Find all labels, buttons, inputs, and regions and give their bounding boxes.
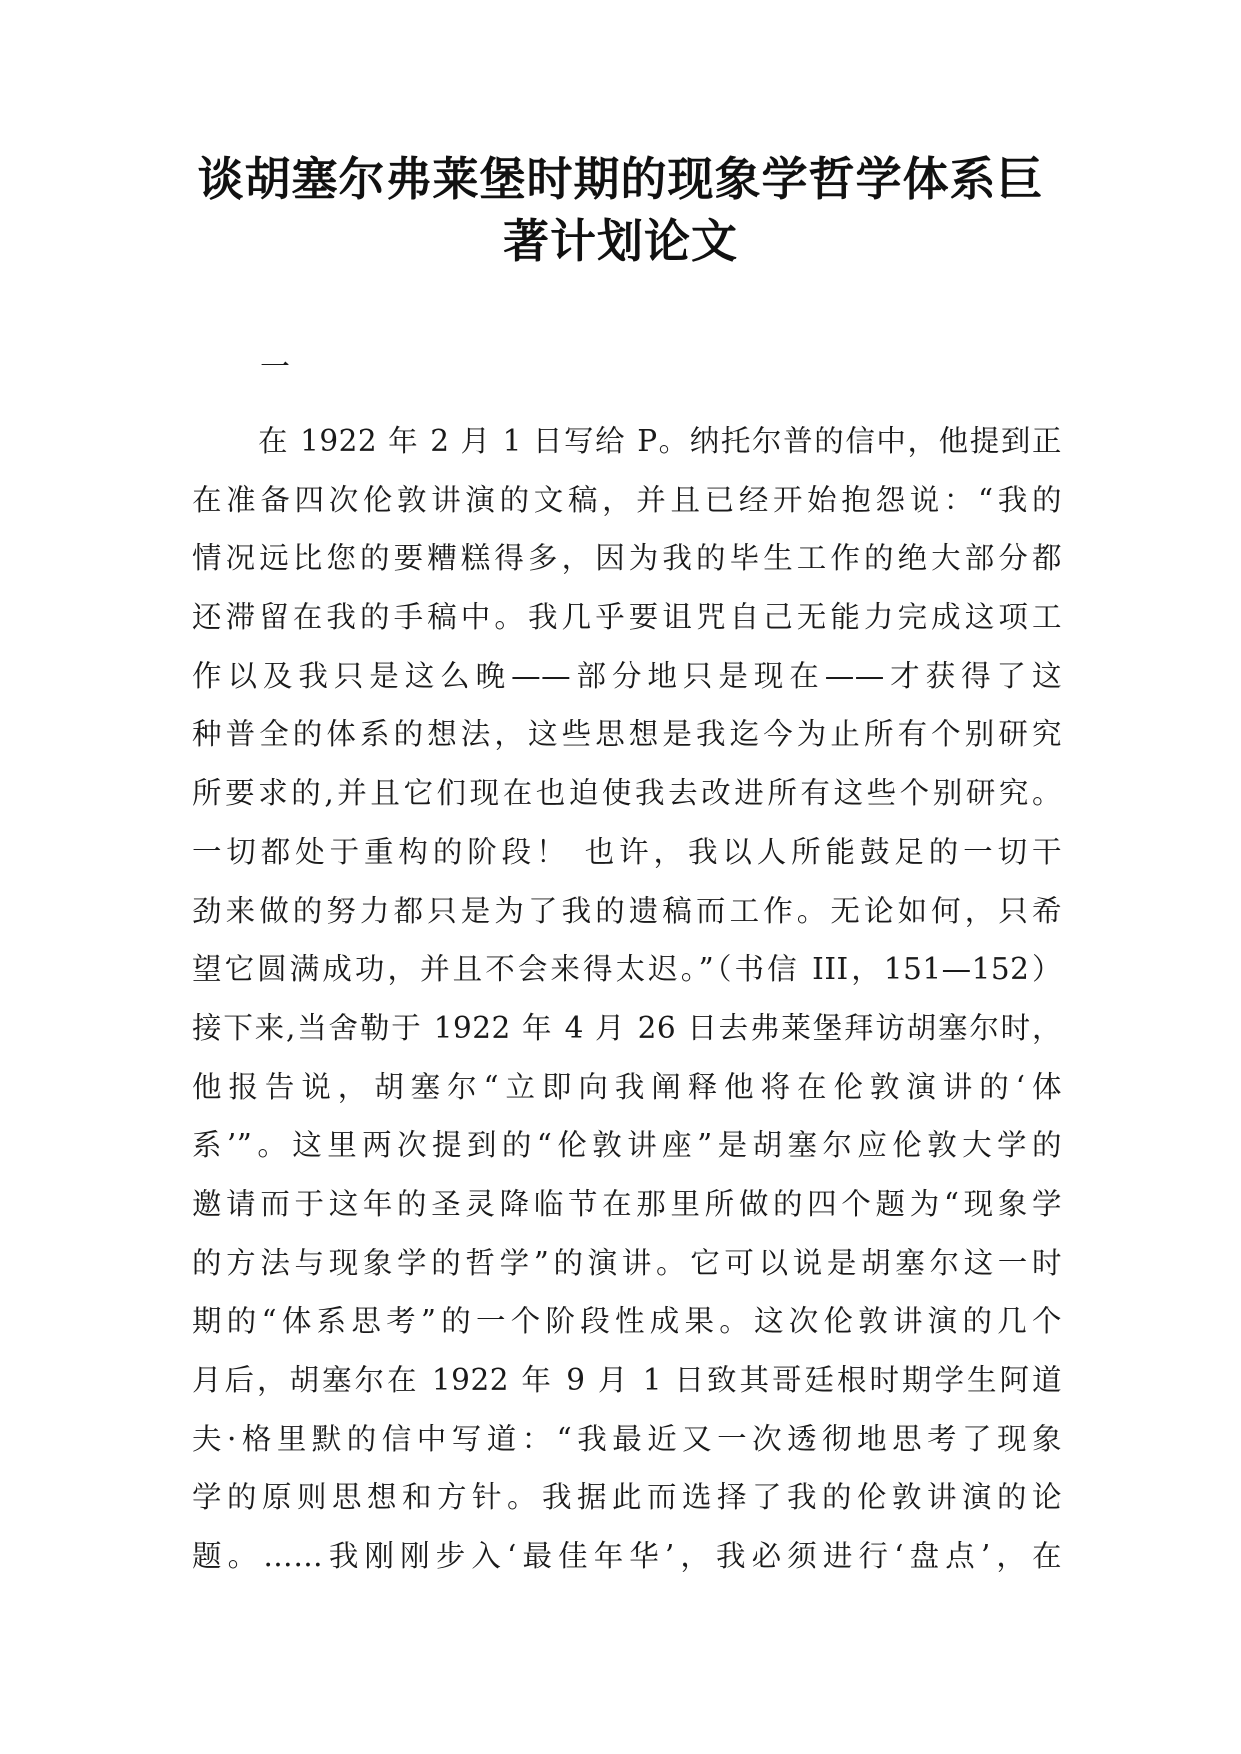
paragraph-line: 接下来,当舍勒于 1922 年 4 月 26 日去弗莱堡拜访胡塞尔时， [192,1010,1062,1045]
paragraph-line: 邀请而于这年的圣灵降临节在那里所做的四个题为“现象学 [192,1186,1062,1221]
paragraph-line: 所要求的,并且它们现在也迫使我去改进所有这些个别研究。 [192,776,1062,811]
paragraph-line: 学的原则思想和方针。我据此而选择了我的伦敦讲演的论 [192,1480,1062,1515]
paragraph-line: 他报告说，胡塞尔“立即向我阐释他将在伦敦演讲的‘体 [192,1069,1062,1104]
paragraph-line: 系’”。这里两次提到的“伦敦讲座”是胡塞尔应伦敦大学的 [192,1128,1062,1163]
paragraph-line: 劲来做的努力都只是为了我的遗稿而工作。无论如何，只希 [192,893,1062,928]
paragraph-line: 望它圆满成功，并且不会来得太迟。”（书信 III，151—152） [192,952,1062,987]
paragraph-line: 夫·格里默的信中写道：“我最近又一次透彻地思考了现象 [192,1421,1062,1456]
document-title [150,148,1091,272]
paragraph-line: 题。……我刚刚步入‘最佳年华’，我必须进行‘盘点’，在 [192,1539,1062,1574]
paragraph-line: 还滞留在我的手稿中。我几乎要诅咒自己无能力完成这项工 [192,600,1062,635]
paragraph-line: 情况远比您的要糟糕得多，因为我的毕生工作的绝大部分都 [192,541,1062,576]
paragraph-line: 的方法与现象学的哲学”的演讲。它可以说是胡塞尔这一时 [192,1245,1062,1280]
body-paragraph [192,412,1062,1586]
paragraph-line: 一切都处于重构的阶段！ 也许，我以人所能鼓足的一切干 [192,834,1062,869]
paragraph-line: 种普全的体系的想法，这些思想是我迄今为止所有个别研究 [192,717,1062,752]
paragraph-line: 在准备四次伦敦讲演的文稿，并且已经开始抱怨说：“我的 [192,482,1062,517]
paragraph-line: 期的“体系思考”的一个阶段性成果。这次伦敦讲演的几个 [192,1304,1062,1339]
title-line-1: 谈胡塞尔弗莱堡时期的现象学哲学体系巨 [197,152,1044,206]
paragraph-line: 在 1922 年 2 月 1 日写给 P。纳托尔普的信中，他提到正 [258,424,1062,458]
title-line-2: 著计划论文 [503,214,738,268]
section-number: 一 [260,350,290,385]
paragraph-line: 作以及我只是这么晚——部分地只是现在——才获得了这 [192,658,1062,693]
paragraph-line: 月后，胡塞尔在 1922 年 9 月 1 日致其哥廷根时期学生阿道 [192,1363,1062,1397]
